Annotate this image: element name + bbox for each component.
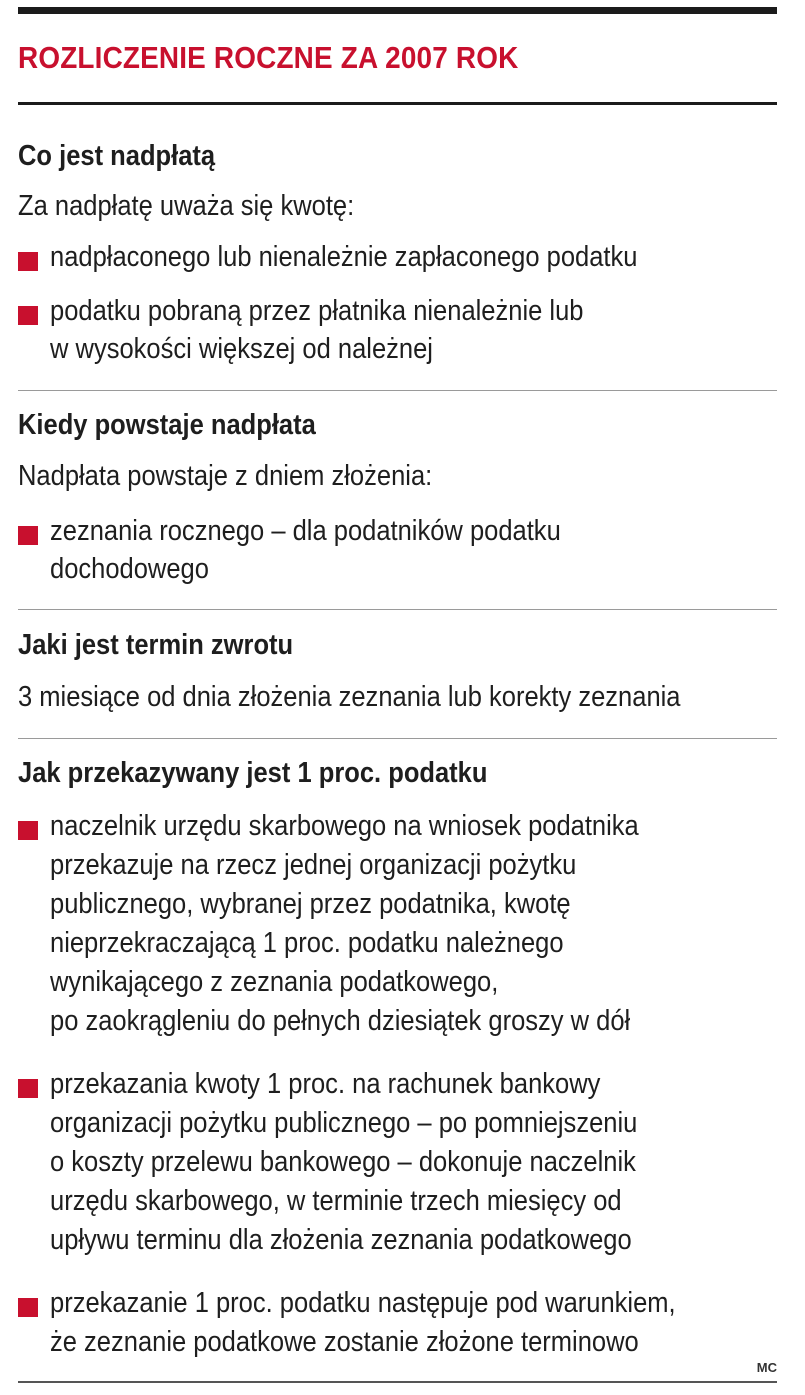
section-intro: Nadpłata powstaje z dniem złożenia:	[18, 460, 433, 492]
section-divider	[18, 390, 777, 391]
bullet-text-line: że zeznanie podatkowe zostanie złożone terminowo	[50, 1326, 639, 1358]
section-divider	[18, 738, 777, 739]
bullet-text-line: przekazanie 1 proc. podatku następuje pod warunkiem,	[50, 1287, 676, 1319]
bullet-text-line: urzędu skarbowego, w terminie trzech miesięcy od	[50, 1185, 622, 1217]
bullet-marker	[18, 306, 38, 325]
bullet-marker	[18, 821, 38, 840]
top-rule	[18, 7, 777, 14]
bullet-text-line: publicznego, wybranej przez podatnika, kwotę	[50, 888, 571, 920]
bullet-marker	[18, 1079, 38, 1098]
bullet-text-line: upływu terminu dla złożenia zeznania podatkowego	[50, 1224, 632, 1256]
bullet-text-line: podatku pobraną przez płatnika nienależnie lub	[50, 295, 584, 327]
bottom-rule	[18, 1381, 777, 1383]
bullet-text-line: dochodowego	[50, 553, 209, 585]
credit-initials: MC	[756, 1360, 777, 1375]
section-heading: Jaki jest termin zwrotu	[18, 629, 294, 661]
bullet-text-line: nadpłaconego lub nienależnie zapłaconego podatku	[50, 241, 638, 273]
section-intro: 3 miesiące od dnia złożenia zeznania lub korekty zeznania	[18, 681, 681, 713]
section-heading: Kiedy powstaje nadpłata	[18, 409, 316, 441]
bullet-marker	[18, 526, 38, 545]
section-heading: Jak przekazywany jest 1 proc. podatku	[18, 757, 488, 789]
bullet-text-line: o koszty przelewu bankowego – dokonuje naczelnik	[50, 1146, 636, 1178]
bullet-text-line: przekazuje na rzecz jednej organizacji pożytku	[50, 849, 577, 881]
bullet-text-line: organizacji pożytku publicznego – po pomniejszeniu	[50, 1107, 638, 1139]
section-heading: Co jest nadpłatą	[18, 140, 216, 172]
section-intro: Za nadpłatę uważa się kwotę:	[18, 190, 355, 222]
bullet-text-line: wynikającego z zeznania podatkowego,	[50, 966, 499, 998]
page-title: ROZLICZENIE ROCZNE ZA 2007 ROK	[18, 40, 519, 75]
bullet-text-line: zeznania rocznego – dla podatników podatku	[50, 515, 561, 547]
bullet-marker	[18, 1298, 38, 1317]
title-rule	[18, 102, 777, 105]
bullet-marker	[18, 252, 38, 271]
section-divider	[18, 609, 777, 610]
bullet-text-line: nieprzekraczającą 1 proc. podatku należnego	[50, 927, 564, 959]
bullet-text-line: naczelnik urzędu skarbowego na wniosek podatnika	[50, 810, 639, 842]
bullet-text-line: po zaokrągleniu do pełnych dziesiątek groszy w dół	[50, 1005, 631, 1037]
bullet-text-line: w wysokości większej od należnej	[50, 333, 433, 365]
bullet-text-line: przekazania kwoty 1 proc. na rachunek bankowy	[50, 1068, 601, 1100]
